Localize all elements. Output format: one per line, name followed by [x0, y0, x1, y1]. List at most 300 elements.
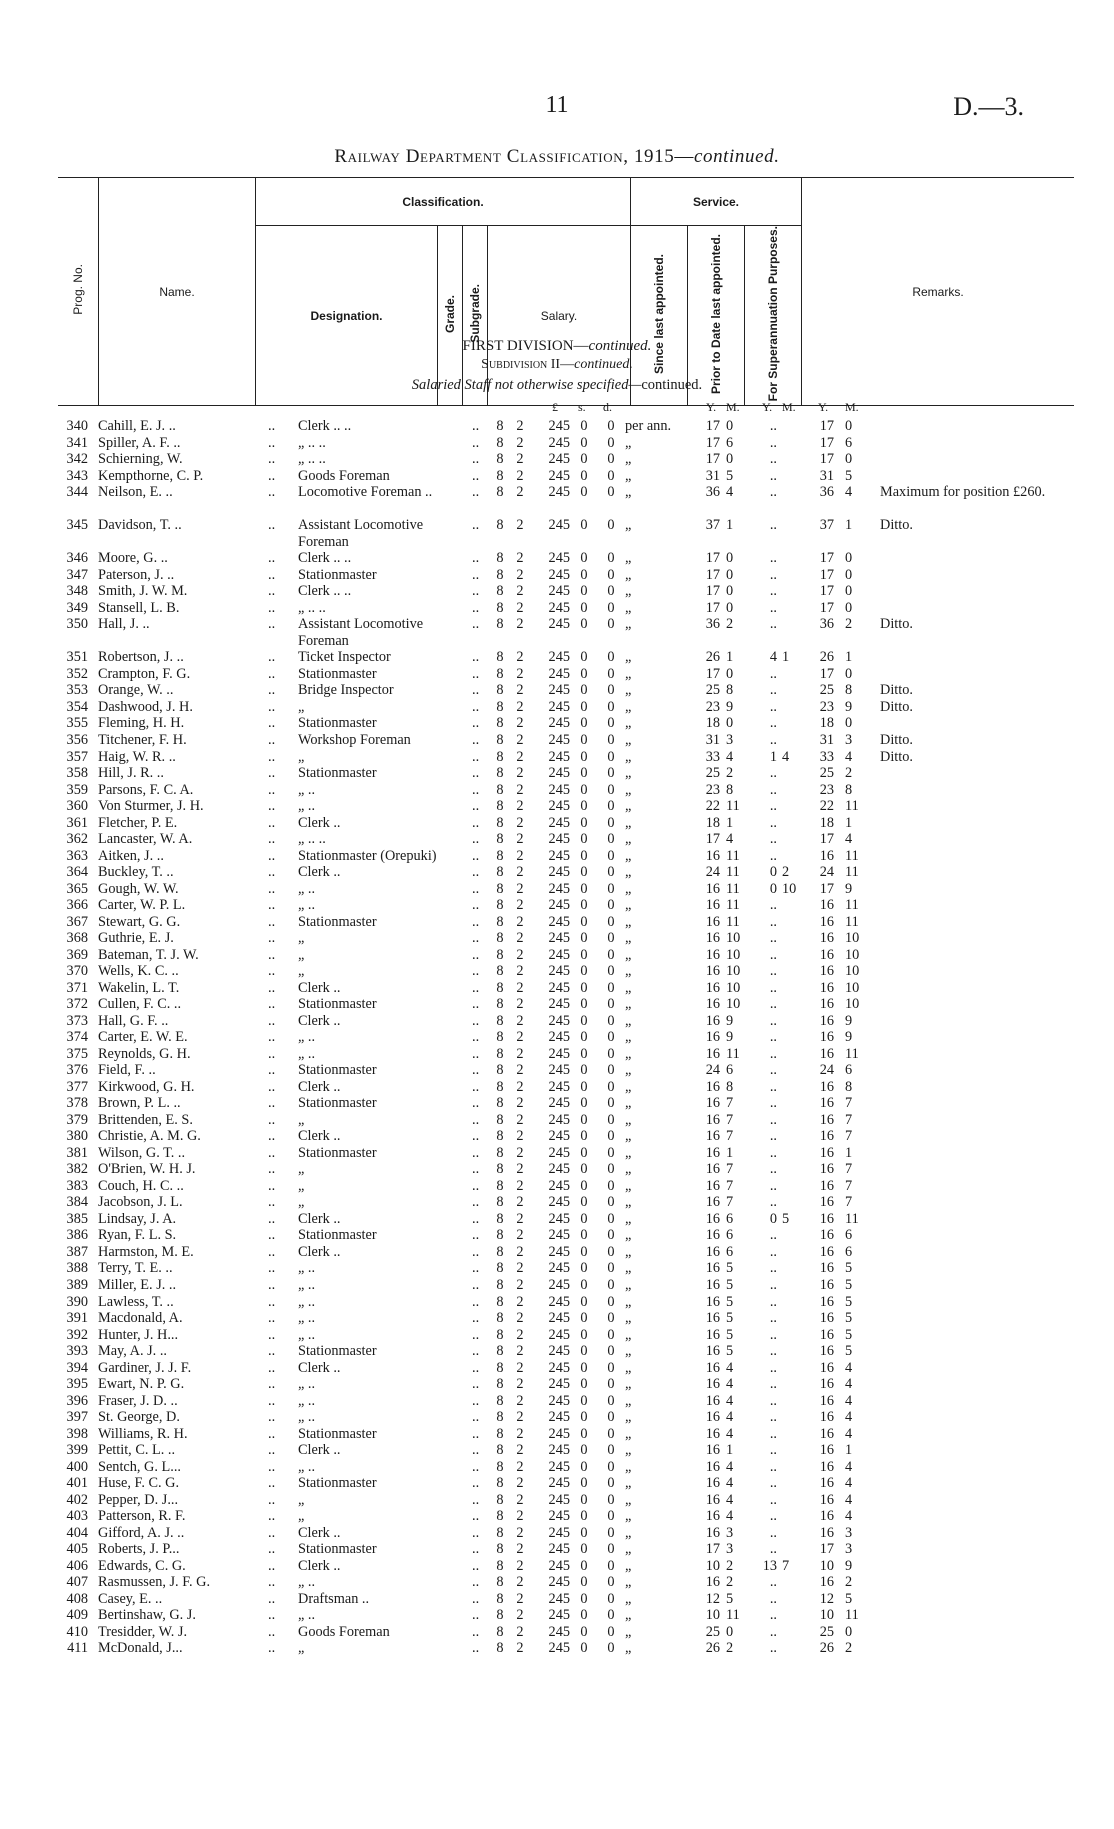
name-cell: Stansell, L. B.	[98, 599, 180, 616]
superannuation-months-cell: 5	[845, 1310, 853, 1327]
since-last-years-cell: 17	[705, 451, 720, 468]
table-row	[0, 1161, 1114, 1178]
salary-period-cell: „	[625, 781, 632, 798]
superannuation-years-cell: 17	[819, 880, 834, 897]
salary-pounds-cell: 245	[548, 1524, 570, 1541]
leader-dots: ..	[268, 1442, 276, 1459]
since-last-years-cell: 17	[705, 418, 720, 434]
subgrade-cell: 2	[516, 1574, 524, 1591]
prior-years-cell: ..	[769, 665, 777, 682]
prog-no-cell: 404	[66, 1524, 88, 1541]
salary-pence-cell: 0	[607, 665, 615, 682]
designation-cell: „ ..	[298, 1310, 316, 1327]
prog-no-cell: 381	[66, 1144, 88, 1161]
grade-cell: 8	[496, 1326, 504, 1343]
designation-cell: Clerk .. ..	[298, 550, 352, 567]
salary-period-cell: „	[625, 1491, 632, 1508]
since-last-months-cell: 11	[726, 1607, 740, 1624]
superannuation-years-cell: 33	[819, 748, 834, 765]
superannuation-months-cell: 9	[845, 1012, 853, 1029]
subgrade-cell: 2	[516, 1260, 524, 1277]
name-cell: Huse, F. C. G.	[98, 1475, 180, 1492]
salary-pence-cell: 0	[607, 1541, 615, 1558]
superannuation-years-cell: 26	[819, 1640, 834, 1657]
grade-cell: 8	[496, 1012, 504, 1029]
designation-cell: Clerk ..	[298, 979, 341, 996]
leader-dots: ..	[268, 1161, 276, 1178]
salary-pence-cell: 0	[607, 731, 615, 748]
salary-pounds-cell: 245	[548, 1227, 570, 1244]
designation-cell: „	[298, 1508, 305, 1525]
leader-dots: ..	[268, 946, 276, 963]
prior-years-cell: ..	[769, 946, 777, 963]
prior-years-cell: ..	[769, 1111, 777, 1128]
designation-cell: „	[298, 1640, 305, 1657]
superannuation-years-cell: 37	[819, 517, 834, 534]
salary-period-cell: „	[625, 1590, 632, 1607]
salary-pence-cell: 0	[607, 1425, 615, 1442]
since-last-months-cell: 8	[726, 781, 734, 798]
salary-shillings-cell: 0	[580, 451, 588, 468]
prog-no-cell: 382	[66, 1161, 88, 1178]
table-row	[0, 897, 1114, 914]
salary-pounds-cell: 245	[548, 1557, 570, 1574]
salary-period-cell: „	[625, 1012, 632, 1029]
superannuation-years-cell: 16	[819, 1277, 834, 1293]
table-row	[0, 1095, 1114, 1112]
table-row	[0, 1211, 1114, 1228]
leader-dots: ..	[268, 1541, 276, 1558]
superannuation-months-cell: 0	[845, 665, 853, 682]
prior-years-cell: ..	[769, 798, 777, 815]
designation-cell: „	[298, 1194, 305, 1211]
leader-dots: ..	[472, 1541, 480, 1558]
subgrade-cell: 2	[516, 1326, 524, 1343]
designation-cell: Clerk ..	[298, 1442, 341, 1459]
grade-cell: 8	[496, 1392, 504, 1409]
name-cell: Kirkwood, G. H.	[98, 1078, 195, 1095]
since-last-years-cell: 16	[705, 1475, 720, 1492]
name-cell: Parsons, F. C. A.	[98, 781, 194, 798]
table-row	[0, 1260, 1114, 1277]
prog-no-cell: 391	[66, 1310, 88, 1327]
superannuation-months-cell: 11	[845, 1045, 859, 1062]
prior-years-cell: ..	[769, 1029, 777, 1046]
subdivision-title	[0, 357, 1114, 373]
leader-dots: ..	[472, 1144, 480, 1161]
salary-pounds-cell: 245	[548, 467, 570, 484]
salary-pence-cell: 0	[607, 566, 615, 583]
prog-no-cell: 347	[66, 566, 88, 583]
designation-cell: Stationmaster	[298, 996, 377, 1013]
superannuation-months-cell: 6	[845, 1062, 853, 1079]
since-last-years-cell: 16	[705, 1177, 720, 1194]
table-row	[0, 451, 1114, 468]
table-row	[0, 1591, 1114, 1608]
salary-shillings-cell: 0	[580, 1095, 588, 1112]
salary-pence-cell: 0	[607, 1194, 615, 1211]
grade-cell: 8	[496, 765, 504, 782]
name-cell: Schierning, W.	[98, 451, 183, 468]
staff-text: Salaried Staff not otherwise specified—	[411, 377, 642, 393]
salary-pence-cell: 0	[607, 1260, 615, 1277]
leader-dots: ..	[268, 665, 276, 682]
grade-cell: 8	[496, 665, 504, 682]
prog-no-cell: 355	[66, 715, 88, 732]
designation-cell: Stationmaster	[298, 1095, 377, 1112]
superannuation-years-cell: 17	[819, 665, 834, 682]
salary-shillings-cell: 0	[580, 930, 588, 947]
prog-no-cell: 383	[66, 1177, 88, 1194]
subgrade-cell: 2	[516, 1194, 524, 1211]
name-cell: Jacobson, J. L.	[98, 1194, 183, 1211]
salary-period-cell: „	[625, 1293, 632, 1310]
salary-period-cell: „	[625, 748, 632, 765]
superannuation-months-cell: 5	[845, 1590, 853, 1607]
subgrade-cell: 2	[516, 1227, 524, 1244]
leader-dots: ..	[268, 1574, 276, 1591]
months-unit-2: M.	[782, 400, 796, 414]
since-last-years-cell: 16	[705, 1574, 720, 1591]
name-cell: Kempthorne, C. P.	[98, 467, 204, 484]
since-last-months-cell: 0	[726, 566, 734, 583]
prog-no-cell: 411	[67, 1640, 88, 1657]
superannuation-months-cell: 5	[845, 1343, 853, 1360]
salary-pounds-cell: 245	[548, 1293, 570, 1310]
prior-years-cell: 0	[769, 864, 777, 881]
salary-pounds-cell: 245	[548, 1260, 570, 1277]
salary-period-cell: „	[625, 963, 632, 980]
salary-pounds-cell: 245	[548, 963, 570, 980]
superannuation-months-cell: 9	[845, 1029, 853, 1046]
salary-shillings-cell: 0	[580, 1062, 588, 1079]
leader-dots: ..	[268, 517, 276, 534]
since-last-months-cell: 2	[726, 1640, 734, 1657]
superannuation-years-cell: 16	[819, 1475, 834, 1492]
leader-dots: ..	[268, 1095, 276, 1112]
since-last-months-cell: 1	[726, 517, 734, 534]
superannuation-months-cell: 10	[845, 979, 860, 996]
salary-shillings-cell: 0	[580, 1458, 588, 1475]
superannuation-years-cell: 17	[819, 1541, 834, 1558]
remarks-cell: Ditto.	[880, 731, 913, 748]
leader-dots: ..	[268, 1508, 276, 1525]
prog-no-cell: 363	[66, 847, 88, 864]
leader-dots: ..	[472, 814, 480, 831]
salary-pounds-cell: 245	[548, 583, 570, 600]
prog-no-cell: 396	[66, 1392, 88, 1409]
prior-years-cell: ..	[769, 616, 777, 633]
pence-unit: d.	[603, 400, 612, 414]
leader-dots: ..	[268, 1062, 276, 1079]
superannuation-months-cell: 4	[845, 1409, 853, 1426]
grade-cell: 8	[496, 1475, 504, 1492]
since-last-years-cell: 10	[705, 1557, 720, 1574]
table-row	[0, 1327, 1114, 1344]
salary-pence-cell: 0	[607, 418, 615, 434]
superannuation-months-cell: 11	[845, 913, 859, 930]
designation-cell: „	[298, 1177, 305, 1194]
since-last-years-cell: 16	[705, 847, 720, 864]
prog-no-cell: 357	[66, 748, 88, 765]
leader-dots: ..	[472, 731, 480, 748]
prior-years-cell: ..	[769, 583, 777, 600]
superannuation-months-cell: 1	[845, 649, 853, 666]
since-last-years-cell: 16	[705, 1508, 720, 1525]
salary-pence-cell: 0	[607, 1177, 615, 1194]
superannuation-months-cell: 11	[845, 847, 859, 864]
table-row	[0, 1640, 1114, 1657]
salary-shillings-cell: 0	[580, 996, 588, 1013]
leader-dots: ..	[472, 418, 480, 434]
since-last-years-cell: 16	[705, 1376, 720, 1393]
prior-years-cell: ..	[769, 1243, 777, 1260]
subgrade-cell: 2	[516, 1491, 524, 1508]
grade-cell: 8	[496, 1227, 504, 1244]
prog-no-cell: 389	[66, 1277, 88, 1293]
superannuation-months-cell: 1	[845, 517, 853, 534]
leader-dots: ..	[472, 1277, 480, 1293]
name-cell: Fletcher, P. E.	[98, 814, 178, 831]
salary-shillings-cell: 0	[580, 715, 588, 732]
prior-years-cell: ..	[769, 1277, 777, 1293]
salary-pence-cell: 0	[607, 1491, 615, 1508]
salary-pence-cell: 0	[607, 517, 615, 534]
designation-cell: „ ..	[298, 1260, 316, 1277]
superannuation-months-cell: 10	[845, 946, 860, 963]
superannuation-months-cell: 5	[845, 1293, 853, 1310]
salary-pence-cell: 0	[607, 1376, 615, 1393]
salary-period-cell: „	[625, 517, 632, 534]
salary-shillings-cell: 0	[580, 1557, 588, 1574]
salary-shillings-cell: 0	[580, 1144, 588, 1161]
salary-pence-cell: 0	[607, 913, 615, 930]
superannuation-years-cell: 16	[819, 1111, 834, 1128]
salary-pence-cell: 0	[607, 864, 615, 881]
table-row	[0, 1426, 1114, 1443]
salary-pence-cell: 0	[607, 1475, 615, 1492]
salary-shillings-cell: 0	[580, 1640, 588, 1657]
subgrade-cell: 2	[516, 996, 524, 1013]
subdivision-text: Subdivision II—	[481, 357, 575, 372]
leader-dots: ..	[268, 814, 276, 831]
superannuation-months-cell: 4	[845, 484, 853, 501]
leader-dots: ..	[472, 748, 480, 765]
table-row	[0, 715, 1114, 732]
leader-dots: ..	[268, 467, 276, 484]
table-row	[0, 1343, 1114, 1360]
leader-dots: ..	[472, 979, 480, 996]
prior-years-cell: ..	[769, 1343, 777, 1360]
leader-dots: ..	[268, 1243, 276, 1260]
salary-pence-cell: 0	[607, 798, 615, 815]
salary-pounds-cell: 245	[548, 1062, 570, 1079]
prior-years-cell: ..	[769, 781, 777, 798]
superannuation-years-cell: 16	[819, 1524, 834, 1541]
table-row	[0, 1310, 1114, 1327]
since-last-months-cell: 4	[726, 1376, 734, 1393]
document-reference: D.—3.	[953, 92, 1024, 121]
designation-cell: „ ..	[298, 1607, 316, 1624]
since-last-years-cell: 24	[705, 1062, 720, 1079]
salary-pence-cell: 0	[607, 1524, 615, 1541]
salary-pounds-cell: 245	[548, 1623, 570, 1640]
salary-pounds-cell: 245	[548, 814, 570, 831]
subgrade-cell: 2	[516, 583, 524, 600]
superannuation-years-cell: 16	[819, 1161, 834, 1178]
prog-no-cell: 361	[66, 814, 88, 831]
superannuation-months-cell: 8	[845, 1078, 853, 1095]
leader-dots: ..	[472, 847, 480, 864]
leader-dots: ..	[472, 930, 480, 947]
prog-no-cell: 385	[66, 1210, 88, 1227]
table-row	[0, 1112, 1114, 1129]
prog-no-cell: 345	[66, 517, 88, 534]
since-last-months-cell: 0	[726, 451, 734, 468]
salary-pounds-cell: 245	[548, 698, 570, 715]
leader-dots: ..	[268, 1144, 276, 1161]
salary-pounds-cell: 245	[548, 1590, 570, 1607]
prog-no-cell: 405	[66, 1541, 88, 1558]
prog-no-cell: 400	[66, 1458, 88, 1475]
name-cell: Cahill, E. J. ..	[98, 418, 176, 434]
leader-dots: ..	[472, 946, 480, 963]
prog-no-cell: 402	[66, 1491, 88, 1508]
superannuation-months-cell: 9	[845, 880, 853, 897]
salary-period-cell: „	[625, 1343, 632, 1360]
subgrade-cell: 2	[516, 1210, 524, 1227]
table-row	[0, 1294, 1114, 1311]
since-last-months-cell: 8	[726, 682, 734, 699]
grade-cell: 8	[496, 1045, 504, 1062]
grade-cell: 8	[496, 1144, 504, 1161]
leader-dots: ..	[268, 616, 276, 633]
salary-pounds-cell: 245	[548, 748, 570, 765]
leader-dots: ..	[472, 1194, 480, 1211]
superannuation-months-cell: 1	[845, 814, 853, 831]
prior-years-cell: ..	[769, 1524, 777, 1541]
since-last-years-cell: 23	[705, 698, 720, 715]
grade-cell: 8	[496, 979, 504, 996]
grade-cell: 8	[496, 1128, 504, 1145]
designation-cell: Clerk .. ..	[298, 583, 352, 600]
name-cell: Carter, E. W. E.	[98, 1029, 188, 1046]
superannuation-months-cell: 6	[845, 434, 853, 451]
prog-no-cell: 343	[66, 467, 88, 484]
subgrade-cell: 2	[516, 1359, 524, 1376]
subgrade-cell: 2	[516, 467, 524, 484]
superannuation-years-cell: 23	[819, 781, 834, 798]
since-last-years-cell: 16	[705, 1128, 720, 1145]
salary-pounds-cell: 245	[548, 1210, 570, 1227]
leader-dots: ..	[472, 1640, 480, 1657]
grade-cell: 8	[496, 831, 504, 848]
subgrade-cell: 2	[516, 550, 524, 567]
salary-pence-cell: 0	[607, 814, 615, 831]
designation-cell: Workshop Foreman	[298, 731, 411, 748]
table-row	[0, 1145, 1114, 1162]
salary-pounds-cell: 245	[548, 418, 570, 434]
name-cell: Hunter, J. H...	[98, 1326, 179, 1343]
superannuation-months-cell: 4	[845, 1425, 853, 1442]
superannuation-months-cell: 2	[845, 1574, 853, 1591]
name-cell: Orange, W. ..	[98, 682, 174, 699]
salary-period-cell: „	[625, 814, 632, 831]
salary-pounds-cell: 245	[548, 781, 570, 798]
salary-pence-cell: 0	[607, 1095, 615, 1112]
prior-years-cell: ..	[769, 1194, 777, 1211]
name-header: Name.	[99, 178, 256, 406]
since-last-years-cell: 16	[705, 1392, 720, 1409]
subgrade-cell: 2	[516, 698, 524, 715]
leader-dots: ..	[472, 1475, 480, 1492]
title-continued: continued.	[693, 146, 780, 167]
prog-no-cell: 368	[66, 930, 88, 947]
salary-shillings-cell: 0	[580, 467, 588, 484]
salary-pounds-cell: 245	[548, 1425, 570, 1442]
leader-dots: ..	[472, 1029, 480, 1046]
salary-pence-cell: 0	[607, 979, 615, 996]
subgrade-cell: 2	[516, 1557, 524, 1574]
leader-dots: ..	[472, 996, 480, 1013]
salary-period-cell: „	[625, 1210, 632, 1227]
salary-shillings-cell: 0	[580, 814, 588, 831]
leader-dots: ..	[268, 1260, 276, 1277]
superannuation-years-cell: 16	[819, 1029, 834, 1046]
prior-years-cell: 4	[769, 649, 777, 666]
salary-shillings-cell: 0	[580, 517, 588, 534]
superannuation-months-cell: 4	[845, 1458, 853, 1475]
salary-pence-cell: 0	[607, 880, 615, 897]
leader-dots: ..	[472, 1607, 480, 1624]
salary-pence-cell: 0	[607, 1508, 615, 1525]
name-cell: Hall, J. ..	[98, 616, 150, 633]
salary-pounds-cell: 245	[548, 1310, 570, 1327]
months-unit-3: M.	[845, 400, 859, 414]
prior-months-cell: 5	[782, 1210, 790, 1227]
superannuation-years-cell: 24	[819, 864, 834, 881]
superannuation-years-cell: 16	[819, 1243, 834, 1260]
subgrade-cell: 2	[516, 1062, 524, 1079]
division-continued: continued.	[588, 338, 652, 354]
subgrade-cell: 2	[516, 748, 524, 765]
since-last-years-cell: 17	[705, 550, 720, 567]
table-row	[0, 1607, 1114, 1624]
subgrade-cell: 2	[516, 1277, 524, 1293]
grade-cell: 8	[496, 880, 504, 897]
grade-cell: 8	[496, 1574, 504, 1591]
subgrade-cell: 2	[516, 1111, 524, 1128]
superannuation-years-cell: 26	[819, 649, 834, 666]
salary-shillings-cell: 0	[580, 781, 588, 798]
superannuation-months-cell: 3	[845, 1524, 853, 1541]
leader-dots: ..	[472, 1260, 480, 1277]
table-row	[0, 1227, 1114, 1244]
leader-dots: ..	[472, 566, 480, 583]
leader-dots: ..	[268, 715, 276, 732]
table-row	[0, 1558, 1114, 1575]
superannuation-months-cell: 2	[845, 616, 853, 633]
superannuation-years-cell: 16	[819, 1574, 834, 1591]
leader-dots: ..	[472, 880, 480, 897]
superannuation-months-cell: 0	[845, 451, 853, 468]
months-unit-1: M.	[726, 400, 740, 414]
subgrade-cell: 2	[516, 1144, 524, 1161]
since-last-months-cell: 11	[726, 1045, 740, 1062]
since-last-years-cell: 16	[705, 1442, 720, 1459]
since-last-months-cell: 11	[726, 847, 740, 864]
salary-period-cell: „	[625, 1607, 632, 1624]
